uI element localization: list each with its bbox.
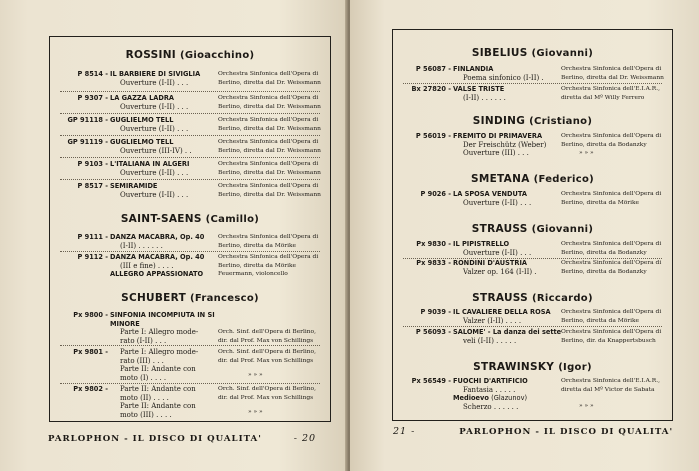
record-title: FUOCHI D'ARTIFICIO bbox=[453, 377, 528, 385]
record-title: IL BARBIERE DI SIVIGLIA bbox=[110, 70, 201, 78]
orchestra-credit: Orch. Sinf. dell'Opera di Berlino, dir. dal Prof. Max von Schillings bbox=[218, 329, 316, 344]
catalog-number: Px 56549 - bbox=[411, 377, 451, 385]
composer-heading-rossini bbox=[50, 49, 330, 61]
orchestra-credit: Orchestra Sinfonica dell'Opera di Berlino, diretta dal Dr. Weissmann bbox=[218, 139, 321, 154]
record-subtitle: Poema sinfonico (I-II) . bbox=[463, 73, 544, 82]
composer-first-name: (Riccardo) bbox=[532, 293, 593, 304]
composer-name: SINDING bbox=[472, 115, 526, 127]
composer-heading-sibelius bbox=[393, 47, 672, 59]
orchestra-credit: Orchestra Sinfonica dell'Opera di Berlino, diretta dal Dr. Weissmann bbox=[218, 183, 321, 198]
footer-text: PARLOPHON - IL DISCO DI QUALITA' bbox=[48, 434, 262, 444]
record-subtitle: veli (I-II) . . . . . bbox=[463, 336, 517, 345]
composer-heading-sinding bbox=[393, 115, 672, 127]
record-subtitle: Parte II: Andante con bbox=[120, 385, 196, 393]
catalog-number: P 56093 - bbox=[415, 328, 451, 336]
record-title: GUGLIELMO TELL bbox=[110, 138, 174, 146]
record-title: SINFONIA INCOMPIUTA IN SI bbox=[110, 311, 215, 319]
record-subtitle: (I-II) . . . . . . bbox=[463, 93, 506, 102]
page-number: 21 - bbox=[393, 426, 416, 437]
composer-heading-strawinsky bbox=[393, 361, 672, 373]
record-subtitle-line-2: moto (II) . . . . bbox=[120, 393, 169, 402]
composer-first-name: (Camillo) bbox=[205, 214, 260, 225]
catalog-number: P 9026 - bbox=[420, 190, 451, 198]
record-subtitle-line-2: Scherzo . . . . . . bbox=[463, 402, 519, 411]
catalog-number: P 8514 - bbox=[77, 70, 108, 78]
record-subtitle: Valzer op. 164 (I-II) . bbox=[463, 267, 537, 276]
orchestra-credit: Orch. Sinf. dell'Opera di Berlino, dir. dal Prof. Max von Schillings » » » bbox=[218, 349, 316, 379]
record-subtitle: Ouverture (I-II) . . . bbox=[463, 248, 532, 257]
record-title: GUGLIELMO TELL bbox=[110, 116, 174, 124]
dotted-rule bbox=[403, 326, 662, 327]
record-subtitle-line-3: Parte II: Andante con bbox=[120, 402, 196, 411]
orchestra-credit: Orchestra Sinfonica dell'Opera di Berlino, diretta da Bodanzky » » » bbox=[561, 133, 662, 157]
composer-first-name: (Gioacchino) bbox=[179, 50, 255, 61]
record-title: L'ITALIANA IN ALGERI bbox=[110, 160, 190, 168]
orchestra-credit: Orchestra Sinfonica dell'E.I.A.R., diretta dal Mº Victor de Sabata » » » bbox=[561, 378, 660, 410]
orchestra-credit: Orchestra Sinfonica dell'Opera di Berlino, diretta da Mörike bbox=[561, 191, 662, 206]
page-number: - 20 bbox=[293, 433, 317, 444]
record-extra-title: ALLEGRO APPASSIONATO bbox=[110, 270, 204, 279]
orchestra-credit: Orchestra Sinfonica dell'Opera di Berlino, diretta dal Dr. Weissmann bbox=[561, 66, 664, 81]
orchestra-credit: Orchestra Sinfonica dell'Opera di Berlino, diretta dal Dr. Weissmann bbox=[218, 117, 321, 132]
footer-text: PARLOPHON - IL DISCO DI QUALITA' bbox=[459, 427, 674, 437]
dotted-rule bbox=[60, 251, 320, 252]
record-title: FINLANDIA bbox=[453, 65, 494, 73]
record-subtitle-line-4: moto (I) . . . . bbox=[120, 373, 167, 382]
composer-first-name: (Federico) bbox=[533, 174, 595, 185]
record-extra-title: Medioevo bbox=[453, 394, 489, 403]
record-title: VALSE TRISTE bbox=[453, 85, 505, 93]
composer-heading-strauss-giovanni bbox=[393, 223, 672, 235]
record-title: SEMIRAMIDE bbox=[110, 182, 158, 190]
orchestra-credit: Orchestra Sinfonica dell'Opera di Berlino, diretta dal Dr. Weissmann bbox=[218, 161, 321, 176]
record-subtitle: Der Freischütz (Weber) bbox=[463, 140, 547, 149]
record-subtitle: (III e fine) . . . . bbox=[120, 261, 174, 270]
composer-name: STRAUSS bbox=[471, 223, 528, 235]
dotted-rule bbox=[60, 91, 320, 92]
composer-name: SAINT-SAENS bbox=[120, 213, 202, 225]
composer-first-name: (Francesco) bbox=[190, 293, 259, 304]
composer-name: SCHUBERT bbox=[121, 292, 187, 304]
record-subtitle: Ouverture (I-II) . . . bbox=[120, 190, 189, 199]
catalog-number: Px 9802 - bbox=[73, 385, 108, 393]
orchestra-credit: Orch. Sinf. dell'Opera di Berlino, dir. dal Prof. Max von Schillings » » » bbox=[218, 386, 316, 416]
composer-name: SMETANA bbox=[470, 173, 530, 185]
record-title: IL PIPISTRELLO bbox=[453, 240, 510, 248]
record-subtitle: Ouverture (I-II) . . . bbox=[463, 198, 532, 207]
catalog-number: GP 91118 - bbox=[67, 116, 108, 124]
catalog-number: P 9111 - bbox=[77, 233, 108, 241]
record-subtitle: Parte I: Allegro mode- bbox=[120, 328, 199, 337]
dotted-rule bbox=[60, 345, 320, 346]
catalog-number: P 9112 - bbox=[77, 253, 108, 261]
catalog-number: Px 9801 - bbox=[73, 348, 108, 356]
record-subtitle: Ouverture (III-IV) . . bbox=[120, 146, 192, 155]
catalog-number: Bx 27820 - bbox=[411, 85, 451, 93]
record-extra-note: (Glazunov) bbox=[491, 394, 528, 403]
catalog-number: Px 9830 - bbox=[416, 240, 451, 248]
orchestra-credit: Orchestra Sinfonica dell'Opera di Berlino, diretta da Bodanzky bbox=[561, 241, 662, 256]
record-subtitle: Valzer (I-II) . . . . bbox=[463, 316, 522, 325]
record-subtitle-line-2: rato (III) . . . bbox=[120, 356, 164, 365]
record-subtitle-line-2: rato (I-II) . . . bbox=[120, 336, 167, 345]
record-subtitle: Ouverture (I-II) . . . bbox=[120, 78, 189, 87]
catalog-number: P 9103 - bbox=[77, 160, 108, 168]
record-title: SALOME' - La danza dei sette bbox=[453, 328, 562, 336]
catalog-number: Px 9800 - bbox=[73, 311, 108, 319]
dotted-rule bbox=[60, 383, 320, 384]
composer-first-name: (Igor) bbox=[558, 362, 592, 373]
record-subtitle: Ouverture (I-II) . . . bbox=[120, 168, 189, 177]
record-subtitle: Ouverture (I-II) . . . bbox=[120, 124, 189, 133]
record-subtitle: (I-II) . . . . . . bbox=[120, 241, 163, 250]
composer-heading-saint-saens bbox=[50, 213, 330, 225]
composer-name: STRAWINSKY bbox=[473, 361, 555, 373]
record-title-line-2: MINORE bbox=[110, 319, 140, 328]
catalog-number: P 56019 - bbox=[415, 132, 451, 140]
catalog-number: GP 91119 - bbox=[67, 138, 108, 146]
dotted-rule bbox=[60, 135, 320, 136]
record-subtitle: Ouverture (I-II) . . . bbox=[120, 102, 189, 111]
page-footer bbox=[48, 433, 316, 444]
orchestra-credit: Orchestra Sinfonica dell'Opera di Berlino, diretta da Mörike bbox=[218, 234, 319, 249]
catalog-number: P 9039 - bbox=[420, 308, 451, 316]
record-subtitle-line-3: Parte II: Andante con bbox=[120, 365, 196, 374]
dotted-rule bbox=[60, 113, 320, 114]
composer-heading-strauss-riccardo bbox=[393, 292, 672, 304]
orchestra-credit: Orchestra Sinfonica dell'Opera di Berlino, dir. da Knappertsbusch bbox=[561, 329, 662, 344]
record-title: LA GAZZA LADRA bbox=[110, 94, 175, 102]
catalog-number: P 8517 - bbox=[77, 182, 108, 190]
record-subtitle: Fantasia . . . . . bbox=[463, 385, 516, 394]
composer-name: SIBELIUS bbox=[471, 47, 528, 59]
record-subtitle-line-4: moto (III) . . . . bbox=[120, 410, 172, 419]
record-title: RONDINI D'AUSTRIA bbox=[453, 259, 528, 267]
composer-first-name: (Giovanni) bbox=[531, 224, 594, 235]
record-title: DANZA MACABRA, Op. 40 bbox=[110, 233, 205, 241]
composer-name: STRAUSS bbox=[472, 292, 529, 304]
left-page bbox=[0, 0, 348, 471]
record-subtitle-line-2: Ouverture (III) . . . bbox=[463, 149, 529, 158]
orchestra-credit: Orchestra Sinfonica dell'Opera di Berlino, diretta da Mörike Feuermann, violoncello bbox=[218, 254, 319, 278]
catalog-number: Px 9833 - bbox=[416, 259, 451, 267]
dotted-rule bbox=[403, 83, 662, 84]
record-subtitle: Parte I: Allegro mode- bbox=[120, 348, 199, 356]
orchestra-credit: Orchestra Sinfonica dell'Opera di Berlino, diretta da Mörike bbox=[561, 309, 662, 324]
record-title: DANZA MACABRA, Op. 40 bbox=[110, 253, 205, 261]
catalog-number: P 56087 - bbox=[415, 65, 451, 73]
dotted-rule bbox=[60, 157, 320, 158]
composer-heading-schubert bbox=[50, 292, 330, 304]
composer-heading-smetana bbox=[393, 173, 672, 185]
right-page bbox=[350, 0, 699, 471]
page-footer bbox=[393, 426, 673, 437]
left-page-frame bbox=[49, 36, 331, 422]
orchestra-credit: Orchestra Sinfonica dell'E.I.A.R., diretta dal Mº Willy Ferrero bbox=[561, 86, 660, 101]
orchestra-credit: Orchestra Sinfonica dell'Opera di Berlino, diretta dal Dr. Weissmann bbox=[218, 95, 321, 110]
orchestra-credit: Orchestra Sinfonica dell'Opera di Berlino, diretta dal Dr. Weissmann bbox=[218, 71, 321, 86]
catalog-number: P 9307 - bbox=[77, 94, 108, 102]
orchestra-credit: Orchestra Sinfonica dell'Opera di Berlino, diretta da Bodanzky bbox=[561, 260, 662, 275]
composer-name: ROSSINI bbox=[125, 49, 176, 61]
dotted-rule bbox=[60, 179, 320, 180]
record-title: IL CAVALIERE DELLA ROSA bbox=[453, 308, 551, 316]
right-page-frame bbox=[392, 29, 673, 421]
record-title: FREMITO DI PRIMAVERA bbox=[453, 132, 543, 140]
composer-first-name: (Giovanni) bbox=[531, 48, 594, 59]
record-title: LA SPOSA VENDUTA bbox=[453, 190, 527, 198]
composer-first-name: (Cristiano) bbox=[529, 116, 593, 127]
